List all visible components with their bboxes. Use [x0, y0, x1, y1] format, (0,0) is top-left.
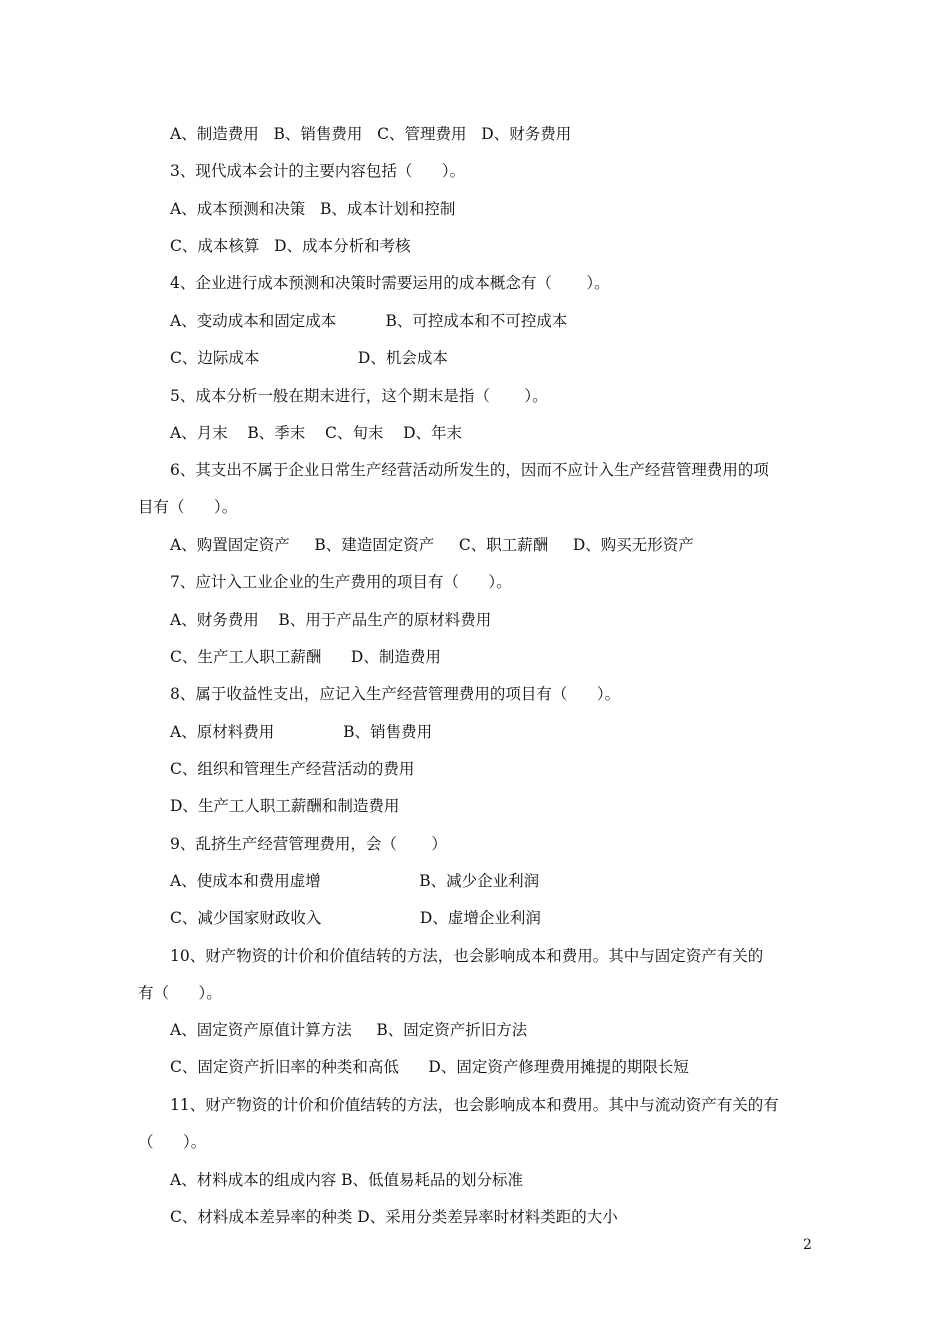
text-line: A、成本预测和决策 B、成本计划和控制 — [170, 200, 456, 218]
text-line: D、生产工人职工薪酬和制造费用 — [170, 797, 400, 815]
question-11-line-2: （ ）。 — [138, 1133, 207, 1151]
question-6-line-2: 目有（ ）。 — [138, 498, 238, 516]
question-10-line-2: 有（ ）。 — [138, 984, 222, 1002]
text-line: A、材料成本的组成内容 B、低值易耗品的划分标准 — [170, 1171, 524, 1189]
question-5: 5、成本分析一般在期末进行，这个期末是指（ ）。 — [170, 387, 548, 405]
question-10-line-1: 10、财产物资的计价和价值结转的方法，也会影响成本和费用。其中与固定资产有关的 — [170, 947, 764, 965]
text-line: A、财务费用 B、用于产品生产的原材料费用 — [170, 611, 492, 629]
page-number: 2 — [803, 1237, 812, 1253]
question-3: 3、现代成本会计的主要内容包括（ ）。 — [170, 162, 466, 180]
question-9: 9、乱挤生产经营管理费用，会（ ） — [170, 835, 447, 853]
text-line: C、成本核算 D、成本分析和考核 — [170, 237, 411, 255]
text-line: A、制造费用 B、销售费用 C、管理费用 D、财务费用 — [170, 125, 572, 143]
text-line: A、购置固定资产 B、建造固定资产 C、职工薪酬 D、购买无形资产 — [170, 536, 694, 554]
question-8: 8、属于收益性支出，应记入生产经营管理费用的项目有（ ）。 — [170, 685, 621, 703]
text-line: C、材料成本差异率的种类 D、采用分类差异率时材料类距的大小 — [170, 1208, 618, 1226]
question-11-line-1: 11、财产物资的计价和价值结转的方法，也会影响成本和费用。其中与流动资产有关的有 — [170, 1096, 779, 1114]
question-6-line-1: 6、其支出不属于企业日常生产经营活动所发生的，因而不应计入生产经营管理费用的项 — [170, 461, 769, 479]
text-line: C、固定资产折旧率的种类和高低 D、固定资产修理费用摊提的期限长短 — [170, 1058, 689, 1076]
text-line: A、月末 B、季末 C、旬末 D、年末 — [170, 424, 462, 442]
question-4: 4、企业进行成本预测和决策时需要运用的成本概念有（ ）。 — [170, 274, 610, 292]
text-line: C、减少国家财政收入 D、虚增企业利润 — [170, 909, 541, 927]
text-line: A、固定资产原值计算方法 B、固定资产折旧方法 — [170, 1021, 528, 1039]
text-line: A、原材料费用 B、销售费用 — [170, 723, 433, 741]
text-line: A、使成本和费用虚增 B、减少企业利润 — [170, 872, 540, 890]
text-line: A、变动成本和固定成本 B、可控成本和不可控成本 — [170, 312, 568, 330]
text-line: C、边际成本 D、机会成本 — [170, 349, 448, 367]
text-line: C、组织和管理生产经营活动的费用 — [170, 760, 415, 778]
question-7: 7、应计入工业企业的生产费用的项目有（ ）。 — [170, 573, 512, 591]
text-line: C、生产工人职工薪酬 D、制造费用 — [170, 648, 441, 666]
